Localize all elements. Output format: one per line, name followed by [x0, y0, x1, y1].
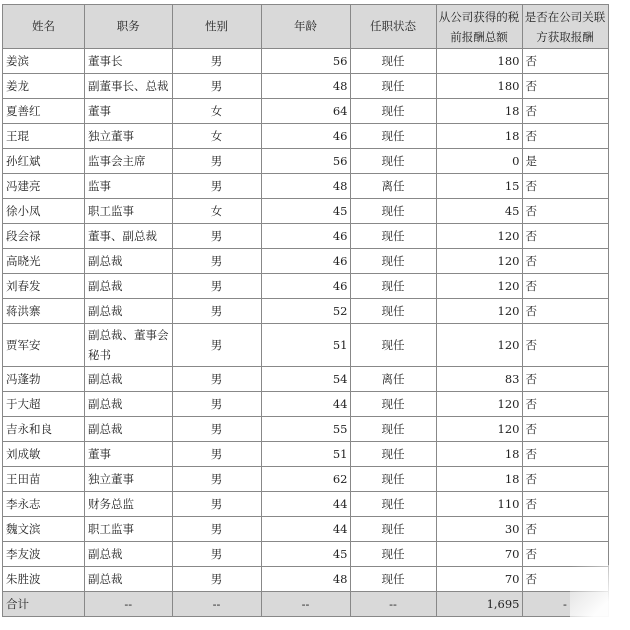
cell-compensation: 18 — [436, 467, 522, 492]
total-label: 合计 — [3, 592, 85, 617]
table-row — [3, 49, 609, 74]
cell-gender: 男 — [172, 442, 261, 467]
table-row — [3, 442, 609, 467]
cell-age: 44 — [261, 517, 350, 542]
header-related-party-compensation: 是否在公司关联方获取报酬 — [522, 5, 608, 49]
cell-position: 职工监事 — [85, 517, 173, 542]
cell-compensation: 0 — [436, 149, 522, 174]
cell-related-party: 否 — [522, 542, 608, 567]
cell-position: 副总裁、董事会秘书 — [85, 324, 173, 367]
total-cell: -- — [350, 592, 436, 617]
cell-related-party: 否 — [522, 124, 608, 149]
cell-position: 副总裁 — [85, 392, 173, 417]
cell-related-party: 否 — [522, 324, 608, 367]
cell-age: 62 — [261, 467, 350, 492]
cell-related-party: 否 — [522, 517, 608, 542]
cell-status: 现任 — [350, 324, 436, 367]
table-row — [3, 324, 609, 367]
cell-age: 51 — [261, 324, 350, 367]
cell-gender: 男 — [172, 74, 261, 99]
table-row — [3, 149, 609, 174]
table-row — [3, 467, 609, 492]
cell-name: 李永志 — [3, 492, 85, 517]
table-row — [3, 517, 609, 542]
cell-position: 独立董事 — [85, 124, 173, 149]
cell-status: 现任 — [350, 49, 436, 74]
cell-related-party: 否 — [522, 49, 608, 74]
table-row — [3, 99, 609, 124]
table-row — [3, 367, 609, 392]
cell-position: 监事 — [85, 174, 173, 199]
table-row — [3, 199, 609, 224]
cell-related-party: 否 — [522, 249, 608, 274]
cell-position: 副总裁 — [85, 367, 173, 392]
table-total-row — [3, 592, 609, 617]
cell-name: 王田苗 — [3, 467, 85, 492]
cell-age: 46 — [261, 224, 350, 249]
cell-related-party: 否 — [522, 174, 608, 199]
cell-gender: 男 — [172, 367, 261, 392]
cell-name: 朱胜波 — [3, 567, 85, 592]
cell-age: 45 — [261, 542, 350, 567]
cell-name: 徐小凤 — [3, 199, 85, 224]
cell-age: 46 — [261, 124, 350, 149]
cell-compensation: 120 — [436, 274, 522, 299]
cell-compensation: 15 — [436, 174, 522, 199]
cell-related-party: 否 — [522, 367, 608, 392]
header-gender: 性别 — [172, 5, 261, 49]
cell-status: 现任 — [350, 249, 436, 274]
header-status: 任职状态 — [350, 5, 436, 49]
table-row — [3, 274, 609, 299]
cell-status: 现任 — [350, 74, 436, 99]
cell-name: 李友波 — [3, 542, 85, 567]
cell-related-party: 否 — [522, 567, 608, 592]
cell-gender: 男 — [172, 224, 261, 249]
cell-gender: 男 — [172, 542, 261, 567]
table-row — [3, 249, 609, 274]
cell-related-party: 否 — [522, 299, 608, 324]
cell-age: 52 — [261, 299, 350, 324]
cell-name: 姜滨 — [3, 49, 85, 74]
cell-compensation: 120 — [436, 299, 522, 324]
header-name: 姓名 — [3, 5, 85, 49]
cell-position: 财务总监 — [85, 492, 173, 517]
compensation-table-container — [2, 4, 609, 617]
cell-gender: 男 — [172, 174, 261, 199]
cell-status: 现任 — [350, 274, 436, 299]
cell-position: 副总裁 — [85, 274, 173, 299]
cell-age: 55 — [261, 417, 350, 442]
cell-status: 现任 — [350, 124, 436, 149]
cell-age: 48 — [261, 74, 350, 99]
cell-position: 董事 — [85, 442, 173, 467]
cell-compensation: 18 — [436, 124, 522, 149]
cell-name: 段会禄 — [3, 224, 85, 249]
cell-related-party: 否 — [522, 417, 608, 442]
cell-related-party: 否 — [522, 392, 608, 417]
table-row — [3, 224, 609, 249]
cell-status: 现任 — [350, 392, 436, 417]
cell-name: 吉永和良 — [3, 417, 85, 442]
table-row — [3, 542, 609, 567]
cell-name: 夏善红 — [3, 99, 85, 124]
cell-name: 于大超 — [3, 392, 85, 417]
cell-gender: 女 — [172, 124, 261, 149]
cell-name: 冯建亮 — [3, 174, 85, 199]
cell-compensation: 110 — [436, 492, 522, 517]
cell-gender: 女 — [172, 99, 261, 124]
cell-status: 现任 — [350, 149, 436, 174]
cell-status: 现任 — [350, 517, 436, 542]
cell-gender: 男 — [172, 467, 261, 492]
cell-compensation: 120 — [436, 324, 522, 367]
cell-status: 现任 — [350, 299, 436, 324]
cell-position: 董事 — [85, 99, 173, 124]
cell-status: 现任 — [350, 224, 436, 249]
cell-position: 副总裁 — [85, 567, 173, 592]
table-body — [3, 49, 609, 592]
header-age: 年龄 — [261, 5, 350, 49]
cell-compensation: 70 — [436, 542, 522, 567]
cell-gender: 女 — [172, 199, 261, 224]
cell-compensation: 45 — [436, 199, 522, 224]
cell-status: 离任 — [350, 174, 436, 199]
total-cell: -- — [85, 592, 173, 617]
cell-gender: 男 — [172, 249, 261, 274]
cell-position: 独立董事 — [85, 467, 173, 492]
cell-compensation: 30 — [436, 517, 522, 542]
cell-compensation: 180 — [436, 74, 522, 99]
header-pretax-compensation: 从公司获得的税前报酬总额 — [436, 5, 522, 49]
cell-name: 刘成敏 — [3, 442, 85, 467]
cell-age: 51 — [261, 442, 350, 467]
cell-compensation: 120 — [436, 224, 522, 249]
cell-related-party: 是 — [522, 149, 608, 174]
cell-age: 46 — [261, 249, 350, 274]
cell-related-party: 否 — [522, 199, 608, 224]
cell-gender: 男 — [172, 274, 261, 299]
cell-compensation: 83 — [436, 367, 522, 392]
cell-age: 56 — [261, 49, 350, 74]
cell-status: 现任 — [350, 99, 436, 124]
cell-status: 现任 — [350, 542, 436, 567]
cell-status: 现任 — [350, 492, 436, 517]
cell-name: 魏文滨 — [3, 517, 85, 542]
header-position: 职务 — [85, 5, 173, 49]
cell-gender: 男 — [172, 567, 261, 592]
cell-compensation: 18 — [436, 442, 522, 467]
cell-age: 45 — [261, 199, 350, 224]
cell-related-party: 否 — [522, 224, 608, 249]
cell-related-party: 否 — [522, 467, 608, 492]
cell-compensation: 120 — [436, 249, 522, 274]
cell-status: 现任 — [350, 442, 436, 467]
cell-position: 董事长 — [85, 49, 173, 74]
cell-age: 44 — [261, 392, 350, 417]
compensation-table — [2, 4, 609, 617]
cell-status: 现任 — [350, 567, 436, 592]
cell-gender: 男 — [172, 417, 261, 442]
table-row — [3, 124, 609, 149]
cell-related-party: 否 — [522, 492, 608, 517]
cell-name: 冯蓬勃 — [3, 367, 85, 392]
cell-gender: 男 — [172, 517, 261, 542]
table-row — [3, 299, 609, 324]
cell-position: 副总裁 — [85, 249, 173, 274]
cell-related-party: 否 — [522, 99, 608, 124]
cell-name: 蒋洪寨 — [3, 299, 85, 324]
table-header-row — [3, 5, 609, 49]
cell-age: 48 — [261, 567, 350, 592]
table-row — [3, 417, 609, 442]
cell-name: 刘春发 — [3, 274, 85, 299]
total-cell: - — [522, 592, 608, 617]
cell-position: 副总裁 — [85, 299, 173, 324]
cell-position: 副总裁 — [85, 542, 173, 567]
cell-position: 副总裁 — [85, 417, 173, 442]
cell-gender: 男 — [172, 299, 261, 324]
cell-gender: 男 — [172, 392, 261, 417]
total-cell: -- — [261, 592, 350, 617]
cell-age: 54 — [261, 367, 350, 392]
cell-gender: 男 — [172, 324, 261, 367]
table-row — [3, 174, 609, 199]
corner-fade-overlay — [570, 565, 630, 630]
table-row — [3, 492, 609, 517]
cell-name: 孙红斌 — [3, 149, 85, 174]
table-row — [3, 74, 609, 99]
cell-gender: 男 — [172, 492, 261, 517]
total-compensation: 1,695 — [436, 592, 522, 617]
cell-gender: 男 — [172, 149, 261, 174]
cell-related-party: 否 — [522, 74, 608, 99]
cell-name: 姜龙 — [3, 74, 85, 99]
table-row — [3, 392, 609, 417]
cell-related-party: 否 — [522, 442, 608, 467]
cell-age: 64 — [261, 99, 350, 124]
cell-name: 王琨 — [3, 124, 85, 149]
cell-age: 44 — [261, 492, 350, 517]
cell-position: 副董事长、总裁 — [85, 74, 173, 99]
cell-status: 现任 — [350, 199, 436, 224]
cell-position: 职工监事 — [85, 199, 173, 224]
cell-compensation: 120 — [436, 417, 522, 442]
cell-status: 现任 — [350, 467, 436, 492]
total-cell: -- — [172, 592, 261, 617]
cell-name: 高晓光 — [3, 249, 85, 274]
cell-status: 现任 — [350, 417, 436, 442]
cell-name: 贾军安 — [3, 324, 85, 367]
cell-compensation: 70 — [436, 567, 522, 592]
cell-status: 离任 — [350, 367, 436, 392]
cell-gender: 男 — [172, 49, 261, 74]
cell-position: 董事、副总裁 — [85, 224, 173, 249]
cell-age: 46 — [261, 274, 350, 299]
cell-related-party: 否 — [522, 274, 608, 299]
cell-compensation: 180 — [436, 49, 522, 74]
cell-position: 监事会主席 — [85, 149, 173, 174]
cell-compensation: 120 — [436, 392, 522, 417]
cell-compensation: 18 — [436, 99, 522, 124]
table-row — [3, 567, 609, 592]
cell-age: 56 — [261, 149, 350, 174]
cell-age: 48 — [261, 174, 350, 199]
